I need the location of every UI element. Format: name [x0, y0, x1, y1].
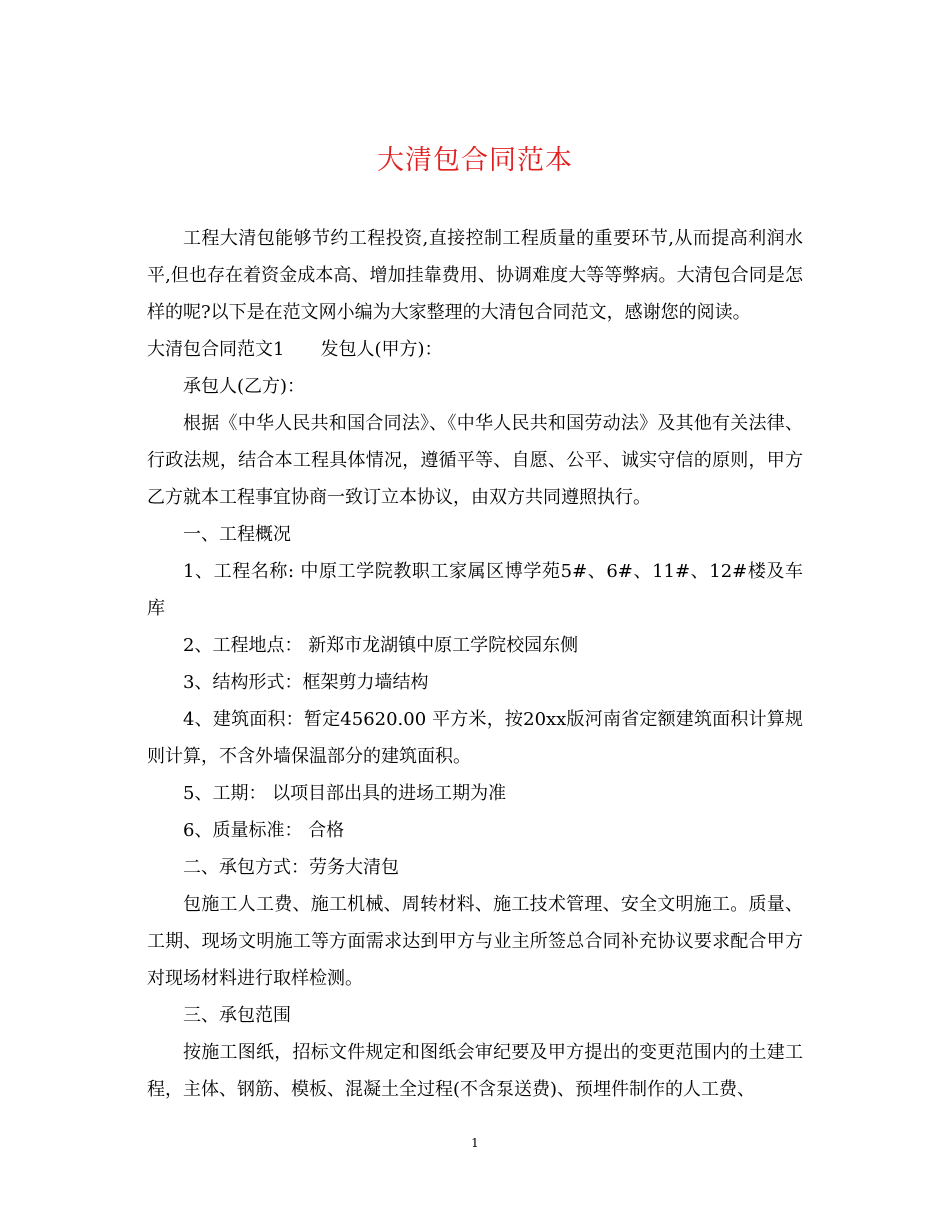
schedule-item: 5、工期： 以项目部出具的进场工期为准	[183, 783, 507, 804]
basis-paragraph: 根据《中华人民共和国合同法》、《中华人民共和国劳动法》及其他有关法律、行政法规，结合本工程具体情况，遵循平等、自愿、公平、诚实守信的原则，甲方乙方就本工程事宜协商一致订立本协议，由双方共同遵照执行。	[147, 413, 803, 508]
project-location-item: 2、工程地点： 新郑市龙湖镇中原工学院校园东侧	[183, 635, 579, 656]
section-2-body: 包施工人工费、施工机械、周转材料、施工技术管理、安全文明施工。质量、工期、现场文明施工等方面需求达到甲方与业主所签总合同补充协议要求配合甲方对现场材料进行取样检测。	[147, 894, 803, 989]
building-area-item: 4、建筑面积：暂定45620.00 平方米，按20xx版河南省定额建筑面积计算规则计算，不含外墙保温部分的建筑面积。	[147, 709, 803, 767]
page-number: 1	[471, 1136, 479, 1150]
intro-paragraph: 工程大清包能够节约工程投资,直接控制工程质量的重要环节,从而提高利润水平,但也存在着资金成本高、增加挂靠费用、协调难度大等等弊病。大清包合同是怎样的呢?以下是在范文网小编为大家整理的大清包合同范文，感谢您的阅读。	[147, 228, 803, 323]
section-1-heading: 一、工程概况	[183, 524, 291, 545]
party-b-label: 承包人(乙方)：	[183, 376, 306, 397]
quality-standard-item: 6、质量标准： 合格	[183, 820, 345, 841]
structure-type-item: 3、结构形式：框架剪力墙结构	[183, 672, 429, 693]
sample-heading-line	[147, 331, 803, 368]
project-name-item: 1、工程名称: 中原工学院教职工家属区博学苑5#、6#、11#、12#楼及车库	[147, 561, 803, 619]
sample-label: 大清包合同范文1	[147, 339, 285, 360]
document-body	[147, 220, 803, 1108]
document-title: 大清包合同范本	[377, 145, 573, 176]
party-a-label: 发包人(甲方)：	[320, 339, 443, 360]
section-2-heading: 二、承包方式：劳务大清包	[183, 857, 399, 878]
section-3-heading: 三、承包范围	[183, 1005, 291, 1026]
section-3-body: 按施工图纸，招标文件规定和图纸会审纪要及甲方提出的变更范围内的土建工程，主体、钢筋、模板、混凝土全过程(不含泵送费)、预埋件制作的人工费、	[147, 1042, 803, 1100]
